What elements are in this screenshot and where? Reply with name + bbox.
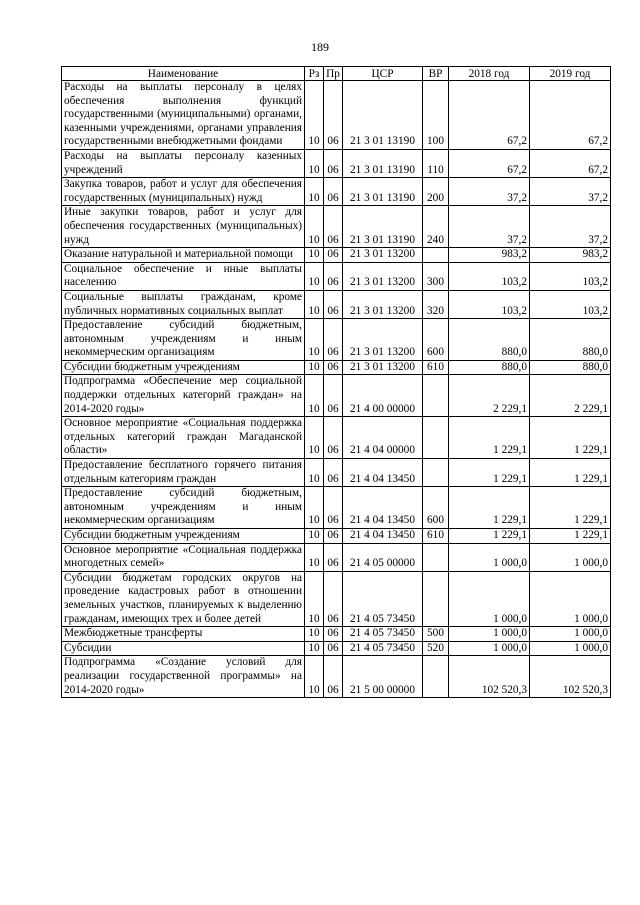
cell-2019: 103,2	[530, 290, 611, 318]
cell-vr: 600	[423, 319, 449, 361]
cell-vr: 240	[423, 206, 449, 248]
cell-vr	[423, 375, 449, 417]
cell-2018: 103,2	[449, 262, 530, 290]
cell-pr: 06	[324, 149, 343, 177]
cell-name: Оказание натуральной и материальной помощи	[62, 248, 305, 263]
table-row	[62, 459, 611, 487]
cell-csr: 21 3 01 13190	[343, 149, 423, 177]
cell-rz: 10	[305, 656, 324, 698]
cell-2019: 1 229,1	[530, 417, 611, 459]
cell-rz: 10	[305, 571, 324, 626]
cell-2018: 880,0	[449, 360, 530, 375]
table-header-row	[62, 67, 611, 81]
table-row	[62, 360, 611, 375]
cell-vr: 600	[423, 487, 449, 529]
cell-2018: 1 229,1	[449, 487, 530, 529]
cell-pr: 06	[324, 417, 343, 459]
cell-csr: 21 4 00 00000	[343, 375, 423, 417]
cell-2018: 37,2	[449, 206, 530, 248]
cell-vr	[423, 656, 449, 698]
cell-rz: 10	[305, 417, 324, 459]
cell-rz: 10	[305, 641, 324, 656]
cell-2019: 1 000,0	[530, 543, 611, 571]
cell-2019: 1 000,0	[530, 571, 611, 626]
cell-pr: 06	[324, 571, 343, 626]
table-row	[62, 248, 611, 263]
cell-vr	[423, 417, 449, 459]
header-pr: Пр	[324, 67, 343, 81]
cell-pr: 06	[324, 656, 343, 698]
cell-2018: 1 229,1	[449, 459, 530, 487]
cell-2018: 1 000,0	[449, 641, 530, 656]
header-rz: Рз	[305, 67, 324, 81]
cell-rz: 10	[305, 81, 324, 150]
cell-name: Расходы на выплаты персоналу казенных учреждений	[62, 149, 305, 177]
header-year-2019: 2019 год	[530, 67, 611, 81]
cell-rz: 10	[305, 487, 324, 529]
cell-2019: 983,2	[530, 248, 611, 263]
cell-rz: 10	[305, 178, 324, 206]
cell-2018: 2 229,1	[449, 375, 530, 417]
cell-csr: 21 4 04 13450	[343, 459, 423, 487]
cell-2018: 102 520,3	[449, 656, 530, 698]
cell-2019: 102 520,3	[530, 656, 611, 698]
table-row	[62, 178, 611, 206]
cell-csr: 21 3 01 13190	[343, 178, 423, 206]
cell-rz: 10	[305, 149, 324, 177]
page-number: 189	[311, 40, 329, 54]
cell-pr: 06	[324, 206, 343, 248]
cell-name: Иные закупки товаров, работ и услуг для обеспечения государственных (муниципальных) нужд	[62, 206, 305, 248]
cell-vr: 200	[423, 178, 449, 206]
table-row	[62, 627, 611, 642]
cell-2019: 880,0	[530, 360, 611, 375]
cell-2019: 1 000,0	[530, 627, 611, 642]
cell-pr: 06	[324, 290, 343, 318]
cell-2018: 67,2	[449, 149, 530, 177]
cell-name: Межбюджетные трансферты	[62, 627, 305, 642]
cell-rz: 10	[305, 360, 324, 375]
cell-pr: 06	[324, 360, 343, 375]
cell-rz: 10	[305, 290, 324, 318]
cell-pr: 06	[324, 81, 343, 150]
cell-name: Предоставление бесплатного горячего питания отдельным категориям граждан	[62, 459, 305, 487]
cell-rz: 10	[305, 206, 324, 248]
cell-vr: 110	[423, 149, 449, 177]
cell-vr	[423, 571, 449, 626]
cell-csr: 21 4 04 00000	[343, 417, 423, 459]
cell-pr: 06	[324, 248, 343, 263]
cell-name: Подпрограмма «Обеспечение мер социальной поддержки отдельных категорий граждан» на 2014-2020 годы»	[62, 375, 305, 417]
header-year-2018: 2018 год	[449, 67, 530, 81]
cell-name: Предоставление субсидий бюджетным, автономным учреждениям и иным некоммерческим организациям	[62, 487, 305, 529]
header-csr: ЦСР	[343, 67, 423, 81]
cell-csr: 21 3 01 13190	[343, 81, 423, 150]
cell-csr: 21 3 01 13200	[343, 248, 423, 263]
cell-name: Закупка товаров, работ и услуг для обеспечения государственных (муниципальных) нужд	[62, 178, 305, 206]
cell-2018: 1 229,1	[449, 529, 530, 544]
cell-2018: 67,2	[449, 81, 530, 150]
cell-vr	[423, 459, 449, 487]
cell-name: Расходы на выплаты персоналу в целях обеспечения выполнения функций государственными (муниципальными) органами, казенными учреждениями, органами управления государственными внебюджетными фондами	[62, 81, 305, 150]
cell-vr: 610	[423, 529, 449, 544]
cell-name: Социальные выплаты гражданам, кроме публичных нормативных социальных выплат	[62, 290, 305, 318]
cell-csr: 21 3 01 13200	[343, 360, 423, 375]
cell-pr: 06	[324, 178, 343, 206]
cell-2019: 1 000,0	[530, 641, 611, 656]
cell-rz: 10	[305, 627, 324, 642]
cell-csr: 21 3 01 13190	[343, 206, 423, 248]
cell-pr: 06	[324, 375, 343, 417]
table-row	[62, 656, 611, 698]
cell-2019: 67,2	[530, 81, 611, 150]
cell-2019: 37,2	[530, 206, 611, 248]
cell-rz: 10	[305, 319, 324, 361]
cell-name: Субсидии бюджетам городских округов на проведение кадастровых работ в отношении земельных участков, планируемых к выделению гражданам, имеющих трех и более детей	[62, 571, 305, 626]
cell-name: Основное мероприятие «Социальная поддержка многодетных семей»	[62, 543, 305, 571]
cell-csr: 21 4 05 00000	[343, 543, 423, 571]
cell-pr: 06	[324, 641, 343, 656]
table-row	[62, 543, 611, 571]
cell-csr: 21 4 04 13450	[343, 487, 423, 529]
cell-2018: 37,2	[449, 178, 530, 206]
cell-csr: 21 4 04 13450	[343, 529, 423, 544]
cell-rz: 10	[305, 375, 324, 417]
header-name: Наименование	[62, 67, 305, 81]
cell-2018: 983,2	[449, 248, 530, 263]
table-row	[62, 571, 611, 626]
cell-rz: 10	[305, 459, 324, 487]
table-row	[62, 262, 611, 290]
cell-vr: 100	[423, 81, 449, 150]
table-row	[62, 206, 611, 248]
cell-rz: 10	[305, 543, 324, 571]
cell-2019: 67,2	[530, 149, 611, 177]
cell-vr	[423, 248, 449, 263]
cell-name: Субсидии бюджетным учреждениям	[62, 360, 305, 375]
cell-pr: 06	[324, 543, 343, 571]
table-row	[62, 290, 611, 318]
cell-name: Субсидии бюджетным учреждениям	[62, 529, 305, 544]
table-row	[62, 319, 611, 361]
cell-rz: 10	[305, 529, 324, 544]
cell-2018: 880,0	[449, 319, 530, 361]
cell-csr: 21 5 00 00000	[343, 656, 423, 698]
cell-2018: 1 000,0	[449, 543, 530, 571]
cell-vr: 520	[423, 641, 449, 656]
cell-name: Предоставление субсидий бюджетным, автономным учреждениям и иным некоммерческим организациям	[62, 319, 305, 361]
cell-rz: 10	[305, 262, 324, 290]
table-row	[62, 487, 611, 529]
cell-vr: 320	[423, 290, 449, 318]
cell-csr: 21 4 05 73450	[343, 641, 423, 656]
cell-pr: 06	[324, 627, 343, 642]
cell-name: Основное мероприятие «Социальная поддержка отдельных категорий граждан Магаданской области»	[62, 417, 305, 459]
cell-2018: 1 229,1	[449, 417, 530, 459]
cell-csr: 21 3 01 13200	[343, 319, 423, 361]
table-row	[62, 529, 611, 544]
header-vr: ВР	[423, 67, 449, 81]
cell-csr: 21 3 01 13200	[343, 290, 423, 318]
cell-csr: 21 4 05 73450	[343, 627, 423, 642]
cell-vr: 300	[423, 262, 449, 290]
cell-pr: 06	[324, 319, 343, 361]
cell-2019: 1 229,1	[530, 487, 611, 529]
cell-csr: 21 3 01 13200	[343, 262, 423, 290]
cell-2018: 1 000,0	[449, 571, 530, 626]
cell-csr: 21 4 05 73450	[343, 571, 423, 626]
cell-pr: 06	[324, 459, 343, 487]
cell-2019: 2 229,1	[530, 375, 611, 417]
cell-pr: 06	[324, 487, 343, 529]
cell-vr: 500	[423, 627, 449, 642]
budget-table	[61, 66, 611, 698]
table-row	[62, 81, 611, 150]
cell-pr: 06	[324, 529, 343, 544]
cell-name: Подпрограмма «Создание условий для реализации государственной программы» на 2014-2020 годы»	[62, 656, 305, 698]
cell-vr: 610	[423, 360, 449, 375]
cell-2019: 1 229,1	[530, 529, 611, 544]
cell-name: Субсидии	[62, 641, 305, 656]
cell-2019: 880,0	[530, 319, 611, 361]
cell-2019: 1 229,1	[530, 459, 611, 487]
cell-name: Социальное обеспечение и иные выплаты населению	[62, 262, 305, 290]
table-row	[62, 149, 611, 177]
cell-2018: 1 000,0	[449, 627, 530, 642]
cell-2018: 103,2	[449, 290, 530, 318]
cell-2019: 103,2	[530, 262, 611, 290]
cell-2019: 37,2	[530, 178, 611, 206]
cell-pr: 06	[324, 262, 343, 290]
table-row	[62, 417, 611, 459]
cell-vr	[423, 543, 449, 571]
table-row	[62, 375, 611, 417]
table-row	[62, 641, 611, 656]
cell-rz: 10	[305, 248, 324, 263]
